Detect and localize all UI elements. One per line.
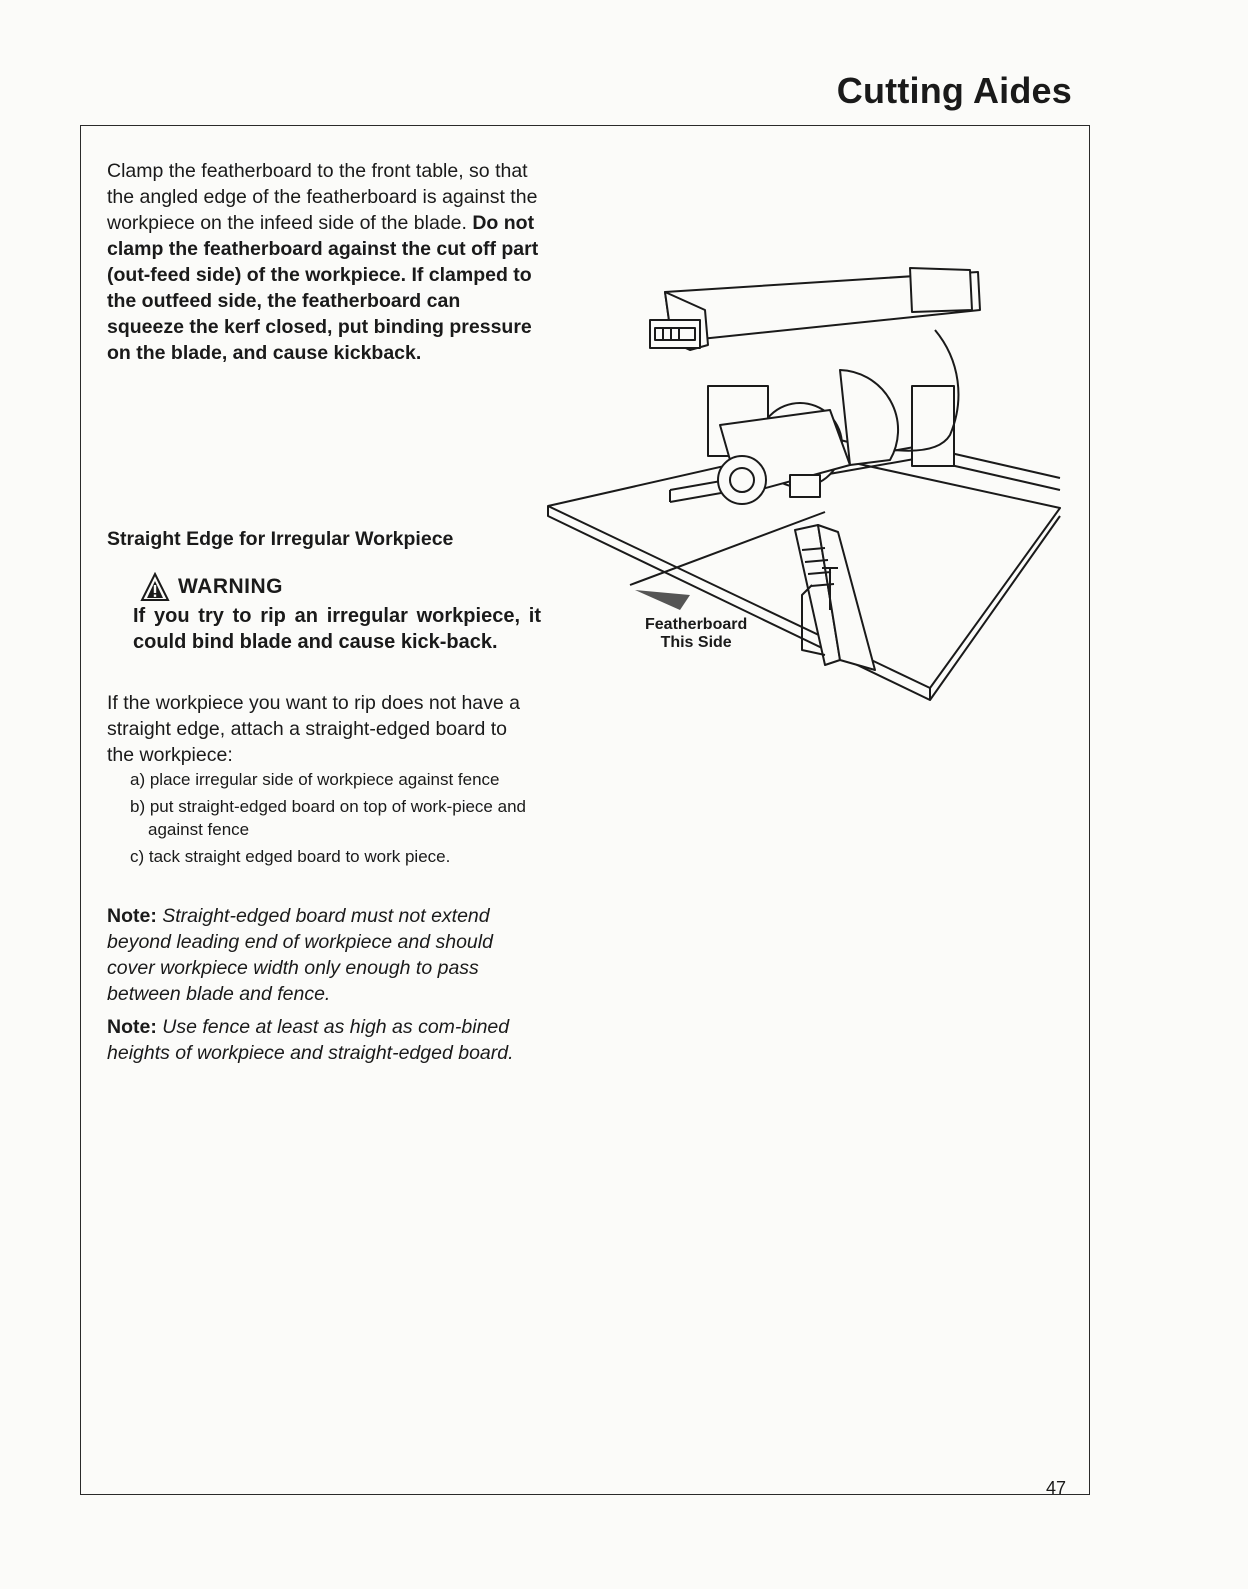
section-heading: Straight Edge for Irregular Workpiece	[107, 528, 454, 550]
instructions-paragraph: If the workpiece you want to rip does not have a straight edge, attach a straight-edged board to the workpiece:	[107, 692, 520, 766]
list-item: a) place irregular side of workpiece against fence	[130, 770, 500, 789]
note-1-label: Note:	[107, 905, 157, 927]
warning-text: If you try to rip an irregular workpiece, it could bind blade and cause kick-back.	[133, 605, 541, 653]
list-item: c) tack straight edged board to work piece.	[130, 847, 451, 866]
page-title: Cutting Aides	[836, 70, 1072, 111]
note-2-text: Use fence at least as high as com-bined heights of workpiece and straight-edged board.	[107, 1016, 514, 1064]
intro-bold-text: Do not clamp the featherboard against the cut off part (out-feed side) of the workpiece. If clamped to the outfeed side, the featherboard can squeeze the kerf closed, put binding pressure on the blade, and cause kickback.	[107, 212, 539, 364]
intro-paragraph	[107, 158, 539, 366]
steps-list	[130, 768, 550, 872]
note-1	[107, 903, 539, 1007]
featherboard-label-line1: Featherboard	[645, 616, 748, 633]
warning-label: WARNING	[178, 575, 283, 598]
note-2	[107, 1014, 539, 1066]
note-1-text: Straight-edged board must not extend beyond leading end of workpiece and should cover workpiece width only enough to pass between blade and fence.	[107, 905, 493, 1005]
featherboard-label-line2: This Side	[660, 634, 732, 651]
featherboard-label	[645, 616, 747, 652]
warning-triangle-icon	[140, 572, 170, 602]
intro-normal-text: Clamp the featherboard to the front table, so that the angled edge of the featherboard is against the workpiece on the infeed side of the blade.	[107, 160, 538, 234]
warning-header	[140, 570, 283, 604]
note-2-label: Note:	[107, 1016, 157, 1038]
page-number: 47	[1045, 1478, 1066, 1498]
radial-arm-saw-illustration	[540, 250, 1080, 710]
list-item: b) put straight-edged board on top of work-piece and against fence	[130, 797, 526, 839]
saw-drawing	[540, 250, 1080, 710]
